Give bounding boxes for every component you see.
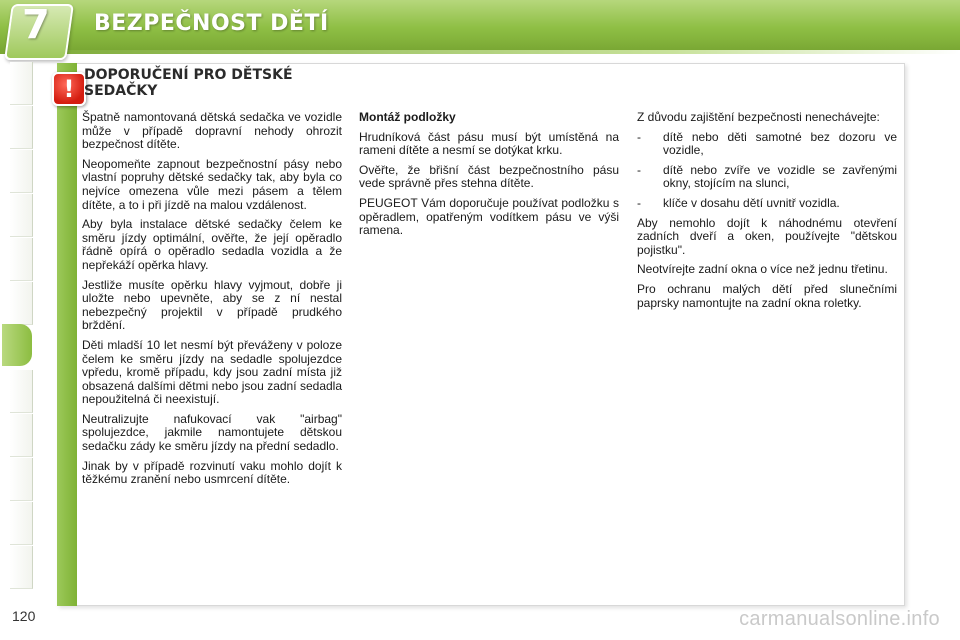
list-item <box>637 131 897 158</box>
watermark: carmanualsonline.info <box>739 608 940 630</box>
list-item-text: klíče v dosahu dětí uvnitř vozidla. <box>663 195 840 210</box>
chapter-title: BEZPEČNOST DĚTÍ <box>94 11 329 36</box>
list-dash: - <box>637 129 641 144</box>
chapter-side-tabs <box>0 62 40 582</box>
subheading: Montáž podložky <box>359 110 456 124</box>
panel-green-strip <box>57 63 77 606</box>
side-tab-9[interactable] <box>10 414 33 457</box>
chapter-number: 7 <box>22 2 50 48</box>
list-item-text: dítě nebo zvíře ve vozidle se zavřenými okny, stojícím na slunci, <box>663 162 897 191</box>
paragraph: Děti mladší 10 let nesmí být převáženy v poloze čelem ke směru jízdy na sedadle spolujezdce vpředu, kromě případu, kdy jsou zadní místa již obsazená dalšími dětmi nebo jsou zadní sedadla nepoužitelná či neexistují. <box>82 337 342 407</box>
paragraph: Hrudníková část pásu musí být umístěná na rameni dítěte a nesmí se dotýkat krku. <box>359 129 619 158</box>
paragraph: Aby byla instalace dětské sedačky čelem ke směru jízdy optimální, ověřte, že její opěradlo řádně opírá o opěradlo sedadla vozidla a že nepřekáží opěrka hlavy. <box>82 217 342 272</box>
side-tab-12[interactable] <box>10 546 33 589</box>
paragraph: Aby nemohlo dojít k náhodnému otevření zadních dveří a oken, používejte "dětskou pojistku". <box>637 215 897 257</box>
paragraph: Špatně namontovaná dětská sedačka ve vozidle může v případě dopravní nehody ohrozit bezpečnost dítěte. <box>82 110 342 152</box>
list-item <box>637 164 897 191</box>
side-tab-6[interactable] <box>10 282 33 325</box>
list-dash: - <box>637 195 641 210</box>
header-underline <box>0 50 960 54</box>
paragraph: Ověřte, že břišní část bezpečnostního pásu vede správně přes stehna dítěte. <box>359 162 619 191</box>
paragraph: Z důvodu zajištění bezpečnosti nenechávejte: <box>637 110 880 124</box>
paragraph: Neotvírejte zadní okna o více než jednu třetinu. <box>637 262 888 277</box>
list-dash: - <box>637 162 641 177</box>
side-tab-2[interactable] <box>10 106 33 149</box>
side-tab-8[interactable] <box>10 370 33 413</box>
list-item <box>637 197 897 211</box>
side-tab-5[interactable] <box>10 238 33 281</box>
side-tab-11[interactable] <box>10 502 33 545</box>
paragraph: Neutralizujte nafukovací vak "airbag" spolujezdce, jakmile namontujete dětskou sedačku zády ke směru jízdy na přední sedadlo. <box>82 411 342 454</box>
text-column-2 <box>359 111 619 244</box>
side-tab-3[interactable] <box>10 150 33 193</box>
paragraph: Pro ochranu malých dětí před slunečními paprsky namontujte na zadní okna roletky. <box>637 281 897 310</box>
text-column-3 <box>637 111 897 316</box>
side-tab-7-active[interactable] <box>2 324 32 366</box>
paragraph: Jinak by v případě rozvinutí vaku mohlo dojít k těžkému zranění nebo usmrcení dítěte. <box>82 458 342 487</box>
paragraph: Neopomeňte zapnout bezpečnostní pásy nebo vlastní popruhy dětské sedačky tak, aby byla co nejvíce omezena vůle mezi pásem a tělem dítěte, a to i při jízdě na malou vzdálenost. <box>82 156 342 212</box>
paragraph: PEUGEOT Vám doporučuje používat podložku s opěradlem, opatřeným vodítkem pásu ve výši ramena. <box>359 195 619 238</box>
paragraph: Jestliže musíte opěrku hlavy vyjmout, dobře ji uložte nebo upevněte, aby se z ní nestal nebezpečný projektil v případě prudkého brždění. <box>82 277 342 333</box>
list-item-text: dítě nebo děti samotné bez dozoru ve vozidle, <box>663 129 897 158</box>
section-title: DOPORUČENÍ PRO DĚTSKÉ SEDAČKY <box>84 67 293 99</box>
exclamation-icon: ! <box>52 72 86 106</box>
side-tab-10[interactable] <box>10 458 33 501</box>
side-tab-1[interactable] <box>10 62 33 105</box>
side-tab-4[interactable] <box>10 194 33 237</box>
text-column-1 <box>82 111 342 493</box>
page-number: 120 <box>12 608 36 624</box>
